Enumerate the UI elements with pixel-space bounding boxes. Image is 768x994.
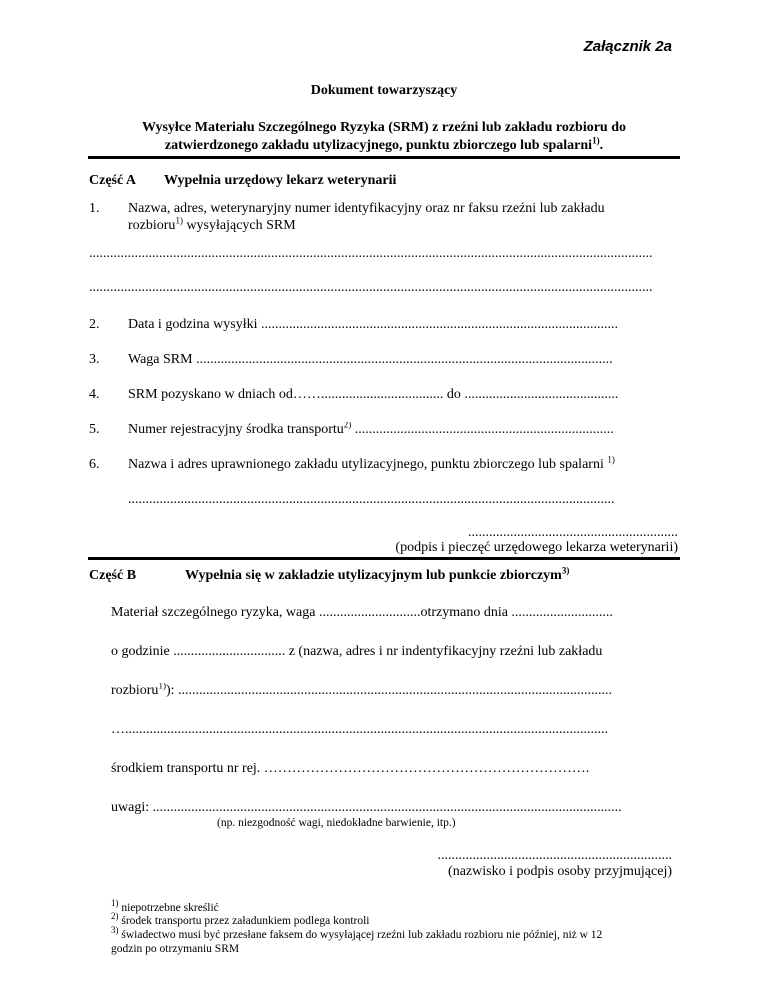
part-b-rule — [88, 557, 680, 560]
signature-b-line[interactable]: ................................................................... — [437, 848, 672, 863]
part-b-time-source[interactable]: o godzinie ................................ z (nazwa, adres i nr indentyfikacyjny rzeźni lub zakładu — [111, 644, 603, 659]
top-rule — [88, 156, 680, 159]
footnote-1: $^{1)}$ niepotrzebne skreślić — [111, 898, 219, 914]
item-6-number: 6. — [89, 457, 100, 472]
item-4-number: 4. — [89, 387, 100, 402]
item-1-text-line-2: rozbioru$^{1)}$ wysyłających SRM — [128, 215, 296, 233]
part-b-remarks[interactable]: uwagi: ...................................................................................................................................... — [111, 800, 622, 815]
part-b-label: Część B — [89, 568, 137, 583]
item-6-fill-line[interactable]: ........................................................................................................................................... — [128, 492, 615, 507]
item-4-date-range[interactable]: SRM pozyskano w dniach od……................................... do ............................................ — [128, 387, 619, 402]
item-5-vehicle-registration: Numer rejestracyjny środka transportu$^{2)}$ .......................................................................... — [128, 422, 614, 437]
footnote-3-line-1: $^{3)}$ świadectwo musi być przesłane faksem do wysyłającej rzeźni lub zakładu rozbioru nie później, niż w 12 — [111, 925, 603, 941]
item-2-number: 2. — [89, 317, 100, 332]
part-b-weight-received[interactable]: Materiał szczególnego ryzyka, waga .............................otrzymano dnia ............................. — [111, 605, 613, 620]
part-a-label: Część A — [89, 173, 137, 188]
subtitle-line-1: Wysyłce Materiału Szczególnego Ryzyka (SRM) z rzeźni lub zakładu rozbioru do — [141, 120, 626, 135]
subtitle-line-2: zatwierdzonego zakładu utylizacyjnego, punktu zbiorczego lub spalarni$^{1)}$. — [164, 135, 604, 153]
item-5-number: 5. — [89, 422, 100, 437]
annex-label: Załącznik 2a — [583, 38, 672, 55]
part-b-remarks-note: (np. niezgodność wagi, niedokładne barwienie, itp.) — [217, 817, 456, 829]
item-1-fill-line-1[interactable]: ................................................................................................................................................................. — [89, 246, 653, 261]
item-6-text: Nazwa i adres uprawnionego zakładu utylizacyjnego, punktu zbiorczego lub spalarni $^{1)}$ — [128, 454, 615, 472]
item-3-weight[interactable]: Waga SRM ....................................................................................................................... — [128, 352, 613, 367]
item-1-number: 1. — [89, 201, 100, 216]
item-1-fill-line-2[interactable]: ................................................................................................................................................................. — [89, 280, 653, 295]
footnote-3-line-2: godzin po otrzymaniu SRM — [111, 943, 240, 955]
signature-b-caption: (nazwisko i podpis osoby przyjmującej) — [448, 864, 672, 879]
part-a-heading: Wypełnia urzędowy lekarz weterynarii — [164, 173, 397, 188]
part-b-fill-line[interactable]: ….......................................................................................................................................... — [111, 722, 608, 737]
document-title: Dokument towarzyszący — [310, 83, 458, 98]
item-2-date-time[interactable]: Data i godzina wysyłki ...................................................................................................... — [128, 317, 618, 332]
footnote-2: $^{2)}$ środek transportu przez załadunkiem podlega kontroli — [111, 911, 370, 927]
part-b-vehicle-registration[interactable]: środkiem transportu nr rej. ……………………………………………………………. — [111, 761, 590, 776]
item-1-text-line-1: Nazwa, adres, weterynaryjny numer identyfikacyjny oraz nr faksu rzeźni lub zakładu — [128, 201, 605, 216]
item-3-number: 3. — [89, 352, 100, 367]
signature-a-caption: (podpis i pieczęć urzędowego lekarza weterynarii) — [395, 540, 678, 555]
part-b-heading: Wypełnia się w zakładzie utylizacyjnym lub punkcie zbiorczym$^{3)}$ — [185, 565, 570, 583]
part-b-source-line: rozbioru$^{1)}$): ............................................................................................................................ — [111, 683, 612, 698]
signature-a-line[interactable]: ............................................................ — [468, 525, 678, 540]
